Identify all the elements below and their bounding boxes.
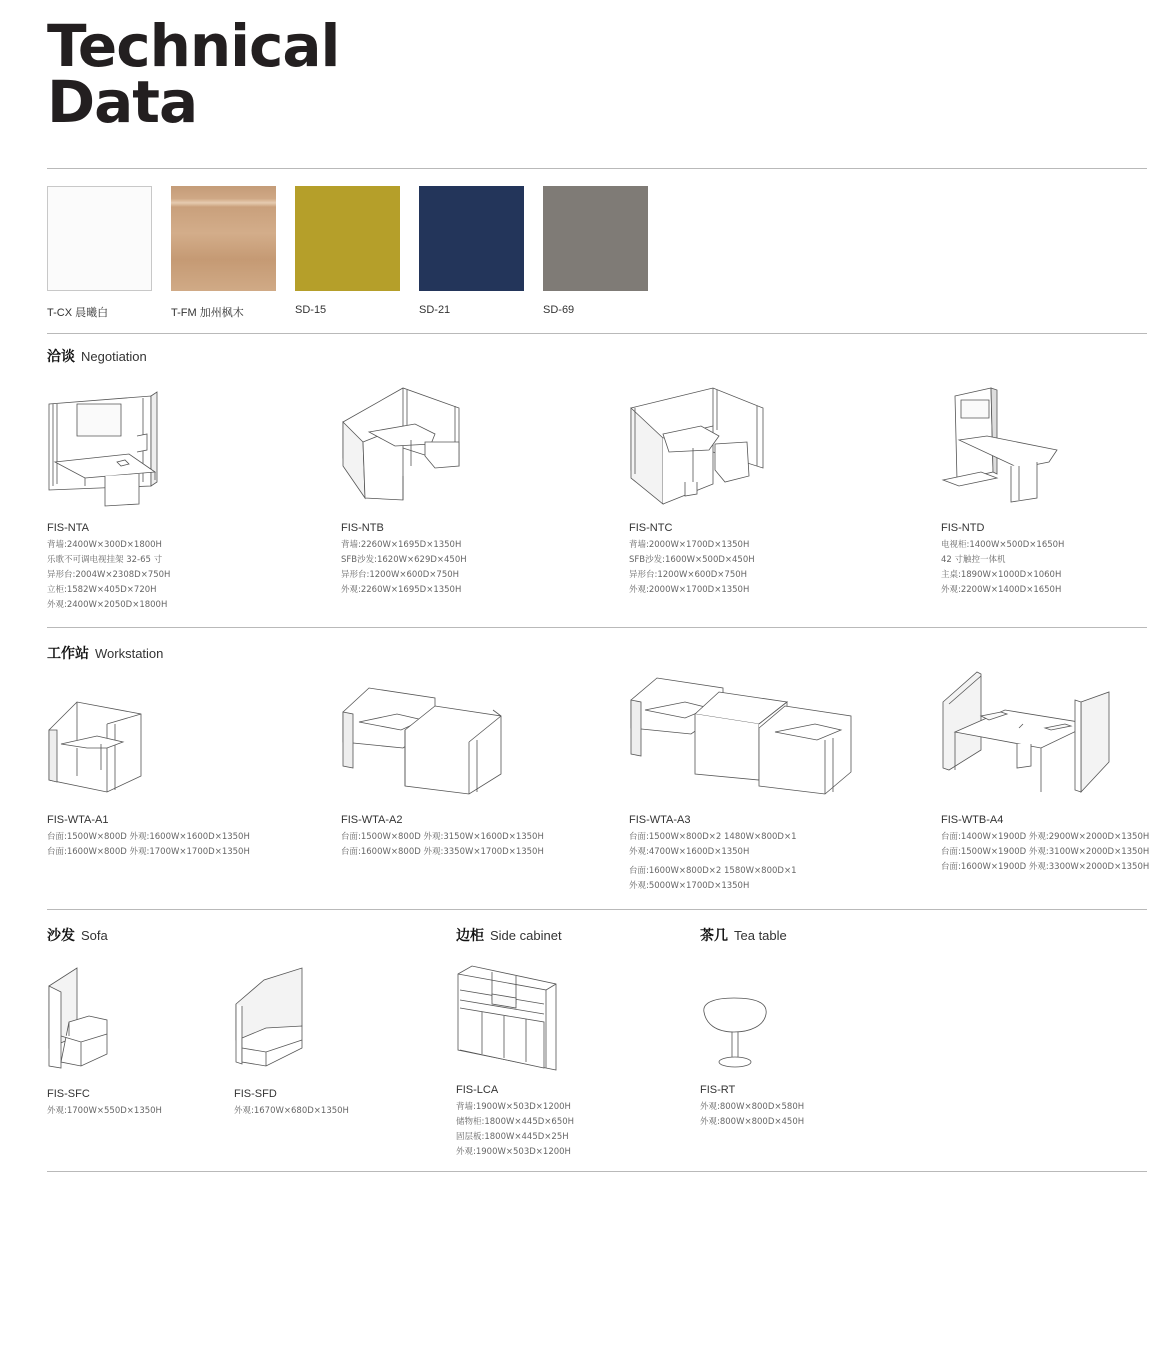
product-spec: 42 寸触控一体机 <box>941 555 1006 565</box>
product-spec: 背墙:2000W×1700D×1350H <box>629 540 750 550</box>
product-fis-lca <box>456 1084 574 1160</box>
product-code: FIS-WTA-A2 <box>341 814 403 826</box>
product-spec: 外观:2400W×2050D×1800H <box>47 600 168 610</box>
product-spec: 背墙:1900W×503D×1200H <box>456 1102 571 1112</box>
swatch-label: T-CX 晨曦白 <box>47 307 109 319</box>
product-spec: 外观:800W×800D×580H <box>700 1102 805 1112</box>
product-code: FIS-WTA-A3 <box>629 814 691 826</box>
product-spec: 台面:1500W×1900D 外观:3100W×2000D×1350H <box>941 847 1150 857</box>
fis-ntc-drawing <box>629 386 765 506</box>
product-spec: 背墙:2400W×300D×1800H <box>47 540 162 550</box>
fis-nta-drawing <box>47 390 159 508</box>
section-en: Negotiation <box>81 349 147 364</box>
section-en: Sofa <box>81 928 108 943</box>
section-heading-workstation <box>47 643 163 663</box>
product-fis-rt <box>700 1084 804 1130</box>
product-fis-ntd <box>941 522 1064 598</box>
product-spec: 外观:800W×800D×450H <box>700 1117 805 1127</box>
product-fis-wta-a1 <box>47 814 250 860</box>
section-heading-negotiation <box>47 346 147 366</box>
product-code: FIS-NTB <box>341 522 384 534</box>
product-spec: 主桌:1890W×1000D×1060H <box>941 570 1062 580</box>
product-spec: 固层板:1800W×445D×25H <box>456 1132 569 1142</box>
maple-wood-swatch <box>171 186 276 291</box>
product-fis-wta-a3 <box>629 814 796 894</box>
section-zh: 沙发 <box>47 928 75 944</box>
product-code: FIS-NTD <box>941 522 985 534</box>
product-spec: 异形台:2004W×2308D×750H <box>47 570 171 580</box>
product-code: FIS-SFD <box>234 1088 277 1100</box>
product-spec: 外观:1670W×680D×1350H <box>234 1106 349 1116</box>
fis-lca-drawing <box>456 964 560 1072</box>
navy-fabric-swatch <box>419 186 524 291</box>
product-spec: 台面:1400W×1900D 外观:2900W×2000D×1350H <box>941 832 1150 842</box>
swatch-label: SD-21 <box>419 304 451 316</box>
section-en: Side cabinet <box>490 928 562 943</box>
product-code: FIS-RT <box>700 1084 736 1096</box>
product-fis-nta <box>47 522 170 613</box>
product-code: FIS-WTA-A1 <box>47 814 109 826</box>
product-code: FIS-NTA <box>47 522 89 534</box>
product-spec: 外观:2200W×1400D×1650H <box>941 585 1062 595</box>
product-code: FIS-SFC <box>47 1088 90 1100</box>
divider <box>47 627 1147 628</box>
product-spec: 台面:1600W×1900D 外观:3300W×2000D×1350H <box>941 862 1150 872</box>
section-heading-side-cabinet <box>456 925 562 945</box>
product-spec: 台面:1600W×800D 外观:3350W×1700D×1350H <box>341 847 544 857</box>
title-line-1: Technical <box>47 12 340 80</box>
product-spec: 异形台:1200W×600D×750H <box>629 570 748 580</box>
section-zh: 茶几 <box>700 928 728 944</box>
product-spec: 乐歌不可调电视挂架 32-65 寸 <box>47 555 163 565</box>
fis-ntd-drawing <box>941 386 1059 504</box>
section-zh: 工作站 <box>47 646 89 662</box>
product-code: FIS-NTC <box>629 522 673 534</box>
title-line-2: Data <box>47 68 198 136</box>
divider <box>47 168 1147 169</box>
product-spec: 外观:2000W×1700D×1350H <box>629 585 750 595</box>
page-title <box>47 12 340 136</box>
product-fis-sfc <box>47 1088 162 1119</box>
product-spec: 异形台:1200W×600D×750H <box>341 570 460 580</box>
fis-ntb-drawing <box>341 386 461 504</box>
product-code: FIS-WTB-A4 <box>941 814 1004 826</box>
section-heading-sofa <box>47 925 108 945</box>
product-spec: SFB沙发:1600W×500D×450H <box>629 555 755 565</box>
fis-wta-a1-drawing <box>47 700 145 794</box>
product-spec: 外观:1900W×503D×1200H <box>456 1147 571 1157</box>
divider <box>47 909 1147 910</box>
product-spec: 外观:4700W×1600D×1350H <box>629 847 750 857</box>
divider <box>47 1171 1147 1172</box>
product-spec: 背墙:2260W×1695D×1350H <box>341 540 462 550</box>
product-code: FIS-LCA <box>456 1084 499 1096</box>
fis-wta-a3-drawing <box>629 676 855 796</box>
grey-fabric-swatch <box>543 186 648 291</box>
product-spec: 台面:1500W×800D×2 1480W×800D×1 <box>629 832 797 842</box>
section-heading-tea-table <box>700 925 787 945</box>
product-spec: 台面:1500W×800D 外观:1600W×1600D×1350H <box>47 832 250 842</box>
product-spec: SFB沙发:1620W×629D×450H <box>341 555 467 565</box>
product-fis-ntc <box>629 522 755 598</box>
product-fis-sfd <box>234 1088 349 1119</box>
swatch-label: SD-15 <box>295 304 327 316</box>
section-en: Workstation <box>95 646 164 661</box>
product-fis-wtb-a4 <box>941 814 1149 875</box>
section-zh: 洽谈 <box>47 349 75 365</box>
product-spec: 电视柜:1400W×500D×1650H <box>941 540 1065 550</box>
section-en: Tea table <box>734 928 787 943</box>
product-spec: 立柜:1582W×405D×720H <box>47 585 157 595</box>
divider <box>47 333 1147 334</box>
swatch-label: SD-69 <box>543 304 575 316</box>
mustard-fabric-swatch <box>295 186 400 291</box>
fis-sfc-drawing <box>47 966 111 1070</box>
product-spec: 台面:1500W×800D 外观:3150W×1600D×1350H <box>341 832 544 842</box>
section-zh: 边柜 <box>456 928 484 944</box>
fis-wtb-a4-drawing <box>941 670 1113 796</box>
product-spec: 台面:1600W×800D×2 1580W×800D×1 <box>629 866 797 876</box>
swatch-label: T-FM 加州枫木 <box>171 307 244 319</box>
fis-sfd-drawing <box>234 966 306 1070</box>
white-finish-swatch <box>47 186 152 291</box>
product-spec: 储物柜:1800W×445D×650H <box>456 1117 575 1127</box>
product-spec: 外观:5000W×1700D×1350H <box>629 881 750 891</box>
fis-wta-a2-drawing <box>341 686 503 796</box>
product-fis-ntb <box>341 522 467 598</box>
product-spec: 台面:1600W×800D 外观:1700W×1700D×1350H <box>47 847 250 857</box>
product-spec: 外观:2260W×1695D×1350H <box>341 585 462 595</box>
product-fis-wta-a2 <box>341 814 544 860</box>
fis-rt-drawing <box>700 996 770 1070</box>
product-spec: 外观:1700W×550D×1350H <box>47 1106 162 1116</box>
